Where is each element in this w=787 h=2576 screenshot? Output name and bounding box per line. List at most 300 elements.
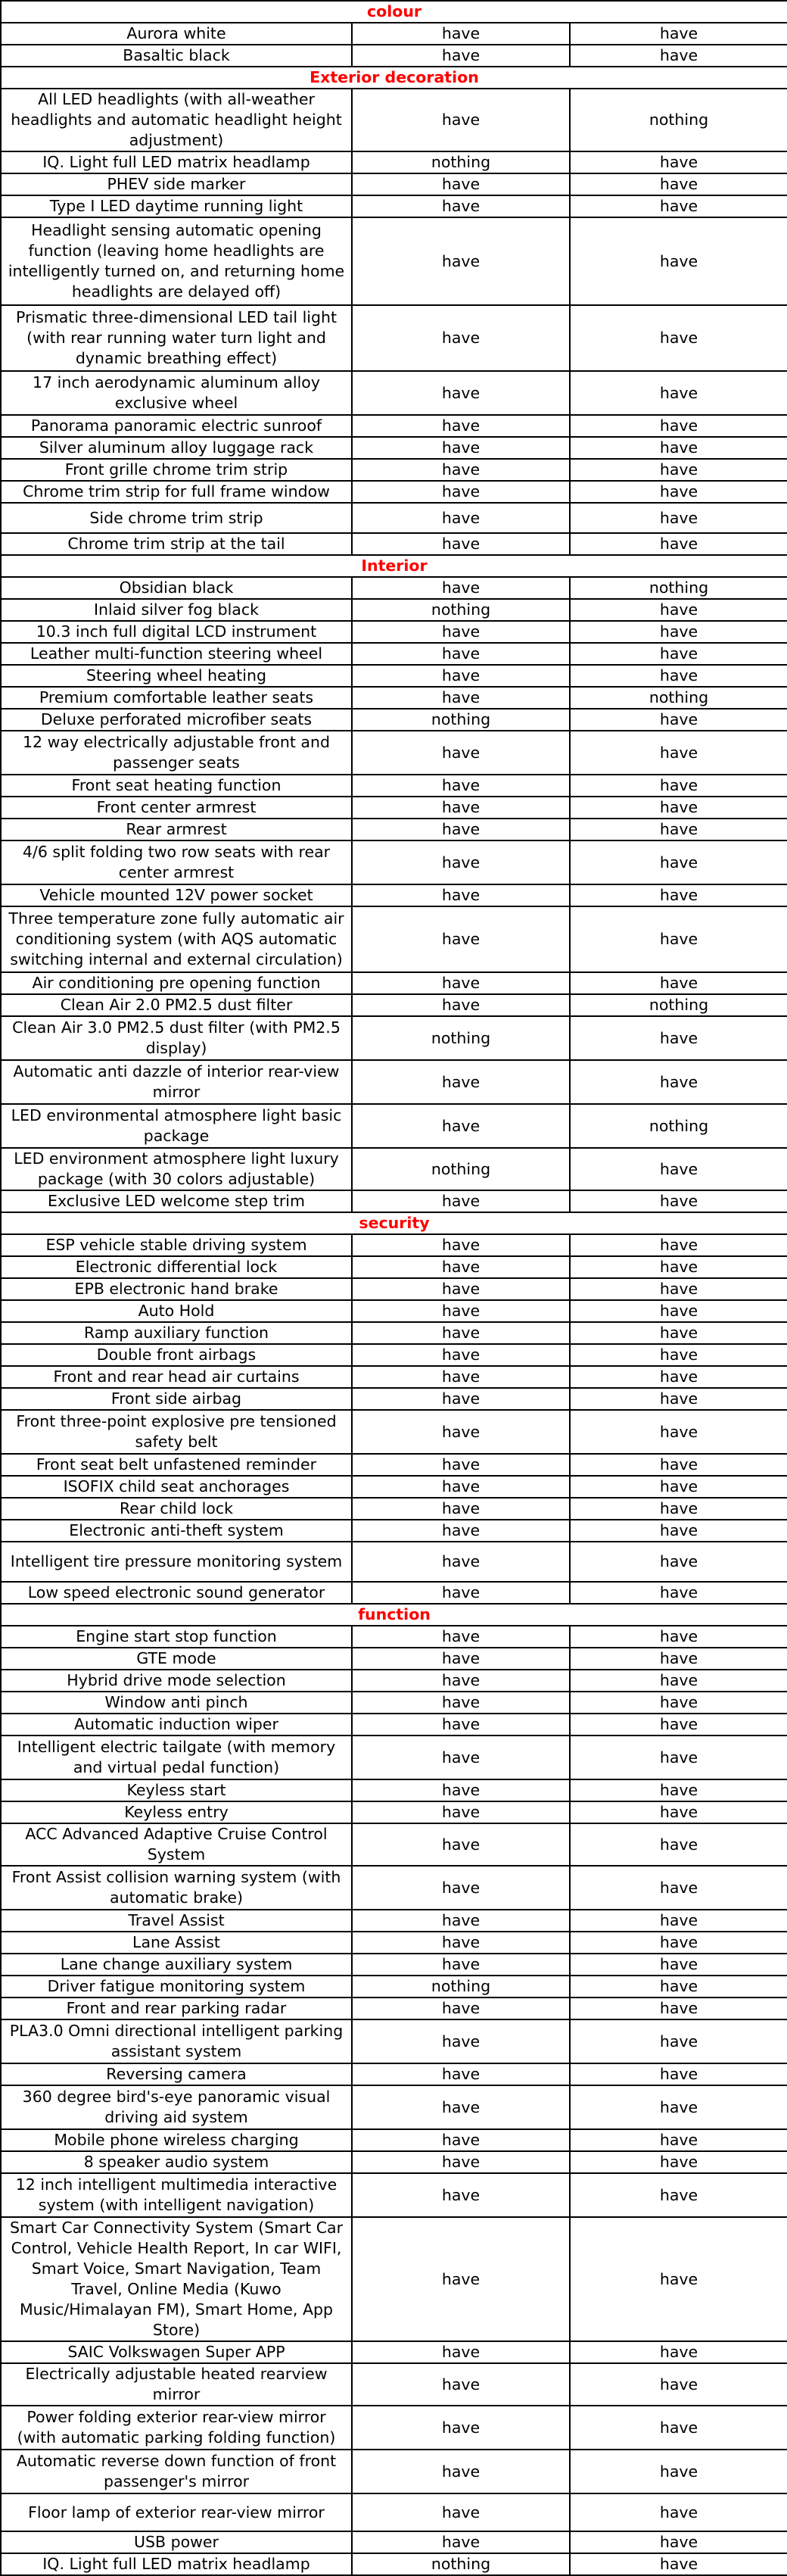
trim-2-cell: have [570,2363,787,2406]
trim-2-cell: have [570,2450,787,2493]
feature-cell: Front three-point explosive pre tensioned safety belt [1,1410,352,1454]
feature-cell: Front seat heating function [1,775,352,797]
table-row [1,2151,787,2173]
trim-1-cell: have [352,533,570,555]
table-row [1,1866,787,1910]
trim-2-cell: have [570,195,787,217]
table-row [1,731,787,775]
trim-1-cell: have [352,437,570,459]
trim-1-cell: nothing [352,709,570,731]
table-row [1,1410,787,1454]
trim-1-cell: have [352,1670,570,1692]
feature-cell: Chrome trim strip at the tail [1,533,352,555]
trim-1-cell: have [352,665,570,687]
trim-2-cell: have [570,151,787,173]
trim-1-cell: have [352,2019,570,2063]
table-row [1,775,787,797]
table-row [1,1910,787,1932]
trim-2-cell: have [570,2553,787,2575]
feature-cell: Auto Hold [1,1300,352,1322]
feature-cell: Lane change auxiliary system [1,1954,352,1976]
feature-cell: Double front airbags [1,1344,352,1366]
trim-2-cell: have [570,884,787,906]
trim-2-cell: have [570,1714,787,1736]
feature-cell: Driver fatigue monitoring system [1,1976,352,1997]
trim-1-cell: have [352,481,570,503]
feature-cell: Headlight sensing automatic opening function (leaving home headlights are intelligently turned on, and returning home headlights are delayed off) [1,217,352,305]
trim-2-cell: have [570,415,787,437]
table-row [1,2129,787,2151]
trim-2-cell: have [570,2493,787,2531]
trim-2-cell: have [570,1344,787,1366]
feature-cell: 360 degree bird's-eye panoramic visual driving aid system [1,2085,352,2129]
table-row [1,2553,787,2575]
feature-cell: Premium comfortable leather seats [1,687,352,709]
feature-cell: ESP vehicle stable driving system [1,1234,352,1256]
table-row [1,1976,787,1997]
feature-cell: 17 inch aerodynamic aluminum alloy exclusive wheel [1,371,352,415]
feature-cell: Front and rear head air curtains [1,1366,352,1388]
feature-cell: Electronic anti-theft system [1,1520,352,1542]
trim-1-cell: have [352,2063,570,2085]
table-row [1,305,787,371]
trim-1-cell: have [352,2341,570,2363]
trim-1-cell: have [352,1648,570,1670]
trim-1-cell: have [352,994,570,1016]
trim-2-cell: have [570,1997,787,2019]
trim-1-cell: have [352,2085,570,2129]
feature-cell: USB power [1,2531,352,2553]
trim-2-cell: have [570,621,787,643]
spec-table-body [1,1,787,2575]
feature-cell: EPB electronic hand brake [1,1278,352,1300]
trim-1-cell: have [352,1801,570,1823]
table-row [1,371,787,415]
feature-cell: Prismatic three-dimensional LED tail light (with rear running water turn light and dynamic breathing effect) [1,305,352,371]
trim-2-cell: have [570,1801,787,1823]
feature-cell: Vehicle mounted 12V power socket [1,884,352,906]
trim-2-cell: have [570,2173,787,2217]
trim-1-cell: have [352,2363,570,2406]
feature-cell: 12 way electrically adjustable front and passenger seats [1,731,352,775]
trim-1-cell: have [352,1278,570,1300]
feature-cell: Leather multi-function steering wheel [1,643,352,665]
trim-2-cell: have [570,1779,787,1801]
feature-cell: Air conditioning pre opening function [1,972,352,994]
feature-cell: PHEV side marker [1,173,352,195]
feature-cell: 4/6 split folding two row seats with rear center armrest [1,840,352,884]
trim-1-cell: nothing [352,599,570,621]
trim-1-cell: have [352,2129,570,2151]
trim-1-cell: have [352,2450,570,2493]
trim-1-cell: have [352,621,570,643]
feature-cell: All LED headlights (with all-weather headlights and automatic headlight height adjustment) [1,89,352,151]
feature-cell: IQ. Light full LED matrix headlamp [1,2553,352,2575]
trim-2-cell: have [570,1626,787,1648]
table-row [1,89,787,151]
trim-1-cell: nothing [352,2553,570,2575]
feature-cell: ACC Advanced Adaptive Cruise Control System [1,1823,352,1866]
trim-2-cell: have [570,1932,787,1954]
table-row [1,1278,787,1300]
trim-1-cell: have [352,1997,570,2019]
feature-cell: Window anti pinch [1,1692,352,1714]
table-row [1,2217,787,2341]
trim-2-cell: have [570,1388,787,1410]
trim-2-cell: have [570,533,787,555]
feature-cell: Rear armrest [1,819,352,840]
table-row [1,1692,787,1714]
trim-1-cell: have [352,1582,570,1604]
feature-cell: Front and rear parking radar [1,1997,352,2019]
table-row [1,1542,787,1582]
trim-1-cell: have [352,2493,570,2531]
trim-2-cell: have [570,1016,787,1060]
section-title: colour [1,1,787,23]
trim-1-cell: have [352,415,570,437]
trim-1-cell: have [352,1300,570,1322]
table-row [1,1476,787,1498]
trim-2-cell: have [570,1234,787,1256]
feature-cell: LED environmental atmosphere light basic package [1,1104,352,1148]
feature-cell: Floor lamp of exterior rear-view mirror [1,2493,352,2531]
trim-1-cell: have [352,1714,570,1736]
trim-2-cell: have [570,1256,787,1278]
feature-cell: 10.3 inch full digital LCD instrument [1,621,352,643]
trim-1-cell: have [352,1520,570,1542]
trim-1-cell: have [352,1498,570,1520]
table-row [1,1932,787,1954]
feature-cell: Side chrome trim strip [1,503,352,533]
table-row [1,437,787,459]
trim-1-cell: have [352,23,570,45]
trim-1-cell: have [352,1736,570,1779]
table-row [1,1648,787,1670]
feature-cell: Keyless entry [1,1801,352,1823]
feature-cell: Rear child lock [1,1498,352,1520]
table-row [1,2493,787,2531]
feature-cell: Reversing camera [1,2063,352,2085]
section-header-row [1,1604,787,1626]
feature-cell: 12 inch intelligent multimedia interactive system (with intelligent navigation) [1,2173,352,2217]
trim-1-cell: have [352,2173,570,2217]
trim-1-cell: nothing [352,1976,570,1997]
trim-2-cell: have [570,1976,787,1997]
trim-1-cell: have [352,1954,570,1976]
feature-cell: Front Assist collision warning system (with automatic brake) [1,1866,352,1910]
table-row [1,1582,787,1604]
table-row [1,2019,787,2063]
trim-1-cell: have [352,1866,570,1910]
table-row [1,1520,787,1542]
trim-2-cell: have [570,437,787,459]
trim-2-cell: have [570,1454,787,1476]
trim-1-cell: nothing [352,1148,570,1190]
trim-2-cell: have [570,1542,787,1582]
section-title: function [1,1604,787,1626]
feature-cell: Lane Assist [1,1932,352,1954]
table-row [1,1954,787,1976]
feature-cell: Deluxe perforated microfiber seats [1,709,352,731]
trim-1-cell: have [352,2217,570,2341]
feature-cell: Ramp auxiliary function [1,1322,352,1344]
table-row [1,1234,787,1256]
feature-cell: PLA3.0 Omni directional intelligent parking assistant system [1,2019,352,2063]
table-row [1,1801,787,1823]
trim-1-cell: nothing [352,1016,570,1060]
table-row [1,2341,787,2363]
trim-2-cell: have [570,2406,787,2450]
feature-cell: Power folding exterior rear-view mirror (with automatic parking folding function) [1,2406,352,2450]
table-row [1,173,787,195]
trim-2-cell: have [570,731,787,775]
table-row [1,1190,787,1212]
feature-cell: Travel Assist [1,1910,352,1932]
trim-1-cell: have [352,2406,570,2450]
trim-1-cell: have [352,687,570,709]
table-row [1,2363,787,2406]
trim-2-cell: have [570,1190,787,1212]
section-header-row [1,67,787,89]
trim-2-cell: have [570,1278,787,1300]
table-row [1,1498,787,1520]
table-row [1,1823,787,1866]
feature-cell: Low speed electronic sound generator [1,1582,352,1604]
feature-cell: Electrically adjustable heated rearview mirror [1,2363,352,2406]
section-header-row [1,555,787,577]
feature-cell: ISOFIX child seat anchorages [1,1476,352,1498]
trim-1-cell: have [352,45,570,67]
trim-1-cell: have [352,1410,570,1454]
trim-2-cell: have [570,972,787,994]
trim-2-cell: have [570,643,787,665]
feature-cell: Clean Air 3.0 PM2.5 dust filter (with PM2.5 display) [1,1016,352,1060]
trim-1-cell: have [352,1626,570,1648]
table-row [1,1148,787,1190]
table-row [1,1736,787,1779]
trim-1-cell: have [352,1932,570,1954]
trim-1-cell: have [352,1060,570,1104]
table-row [1,1016,787,1060]
feature-cell: IQ. Light full LED matrix headlamp [1,151,352,173]
table-row [1,972,787,994]
table-row [1,2450,787,2493]
feature-cell: Clean Air 2.0 PM2.5 dust filter [1,994,352,1016]
table-row [1,1300,787,1322]
feature-cell: Basaltic black [1,45,352,67]
trim-1-cell: have [352,577,570,599]
trim-2-cell: have [570,1866,787,1910]
trim-2-cell: have [570,709,787,731]
trim-2-cell: have [570,1498,787,1520]
table-row [1,599,787,621]
trim-2-cell: have [570,371,787,415]
table-row [1,819,787,840]
feature-cell: Silver aluminum alloy luggage rack [1,437,352,459]
section-header-row [1,1,787,23]
table-row [1,577,787,599]
trim-1-cell: have [352,643,570,665]
trim-2-cell: have [570,599,787,621]
trim-2-cell: have [570,45,787,67]
trim-2-cell: have [570,2531,787,2553]
section-title: Interior [1,555,787,577]
table-row [1,1779,787,1801]
table-row [1,195,787,217]
table-row [1,1322,787,1344]
trim-1-cell: have [352,1542,570,1582]
trim-1-cell: have [352,1322,570,1344]
trim-2-cell: have [570,2129,787,2151]
trim-1-cell: have [352,2531,570,2553]
feature-cell: LED environment atmosphere light luxury package (with 30 colors adjustable) [1,1148,352,1190]
trim-2-cell: have [570,775,787,797]
trim-2-cell: have [570,1910,787,1932]
trim-2-cell: have [570,23,787,45]
trim-2-cell: have [570,797,787,819]
feature-cell: Smart Car Connectivity System (Smart Car Control, Vehicle Health Report, In car WIFI, Smart Voice, Smart Navigation, Team Travel, Online Media (Kuwo Music/Himalayan FM), Smart Home, App Store) [1,2217,352,2341]
table-row [1,151,787,173]
trim-2-cell: have [570,2151,787,2173]
trim-1-cell: have [352,217,570,305]
trim-1-cell: have [352,731,570,775]
trim-1-cell: have [352,1454,570,1476]
trim-1-cell: have [352,797,570,819]
trim-1-cell: have [352,1476,570,1498]
trim-2-cell: have [570,1954,787,1976]
trim-1-cell: have [352,1366,570,1388]
trim-1-cell: have [352,371,570,415]
table-row [1,1256,787,1278]
trim-1-cell: have [352,1344,570,1366]
table-row [1,533,787,555]
trim-2-cell: have [570,217,787,305]
feature-cell: Inlaid silver fog black [1,599,352,621]
table-row [1,1344,787,1366]
trim-1-cell: have [352,840,570,884]
trim-2-cell: nothing [570,577,787,599]
trim-1-cell: have [352,459,570,481]
feature-cell: Automatic reverse down function of front passenger's mirror [1,2450,352,2493]
trim-1-cell: nothing [352,151,570,173]
feature-cell: Automatic anti dazzle of interior rear-view mirror [1,1060,352,1104]
table-row [1,23,787,45]
trim-1-cell: have [352,1692,570,1714]
trim-1-cell: have [352,1234,570,1256]
feature-cell: Hybrid drive mode selection [1,1670,352,1692]
trim-2-cell: have [570,2085,787,2129]
table-row [1,687,787,709]
table-row [1,1366,787,1388]
trim-2-cell: nothing [570,1104,787,1148]
table-row [1,1670,787,1692]
trim-2-cell: have [570,1322,787,1344]
trim-1-cell: have [352,1388,570,1410]
table-row [1,481,787,503]
trim-2-cell: have [570,1366,787,1388]
trim-2-cell: have [570,1476,787,1498]
trim-2-cell: have [570,173,787,195]
feature-cell: SAIC Volkswagen Super APP [1,2341,352,2363]
feature-cell: 8 speaker audio system [1,2151,352,2173]
feature-cell: Front seat belt unfastened reminder [1,1454,352,1476]
feature-cell: Front grille chrome trim strip [1,459,352,481]
table-row [1,994,787,1016]
trim-2-cell: have [570,2341,787,2363]
table-row [1,2406,787,2450]
feature-cell: GTE mode [1,1648,352,1670]
trim-2-cell: have [570,1692,787,1714]
table-row [1,1060,787,1104]
section-title: Exterior decoration [1,67,787,89]
table-row [1,1104,787,1148]
trim-1-cell: have [352,1256,570,1278]
feature-cell: Chrome trim strip for full frame window [1,481,352,503]
table-row [1,45,787,67]
trim-1-cell: have [352,1190,570,1212]
trim-2-cell: have [570,1300,787,1322]
feature-cell: Front side airbag [1,1388,352,1410]
feature-cell: Intelligent electric tailgate (with memory and virtual pedal function) [1,1736,352,1779]
feature-cell: Three temperature zone fully automatic air conditioning system (with AQS automatic switching internal and external circulation) [1,906,352,972]
feature-cell: Keyless start [1,1779,352,1801]
section-title: security [1,1212,787,1234]
trim-2-cell: have [570,1736,787,1779]
trim-1-cell: have [352,1823,570,1866]
trim-1-cell: have [352,1910,570,1932]
table-row [1,643,787,665]
trim-2-cell: have [570,481,787,503]
trim-2-cell: have [570,1148,787,1190]
table-row [1,840,787,884]
trim-2-cell: have [570,1823,787,1866]
trim-1-cell: have [352,503,570,533]
section-header-row [1,1212,787,1234]
feature-cell: Front center armrest [1,797,352,819]
table-row [1,1997,787,2019]
trim-2-cell: have [570,2063,787,2085]
feature-cell: Panorama panoramic electric sunroof [1,415,352,437]
feature-cell: Mobile phone wireless charging [1,2129,352,2151]
trim-1-cell: have [352,2151,570,2173]
table-row [1,217,787,305]
trim-2-cell: have [570,459,787,481]
trim-1-cell: have [352,89,570,151]
table-row [1,884,787,906]
feature-cell: Obsidian black [1,577,352,599]
trim-2-cell: have [570,1410,787,1454]
feature-cell: Electronic differential lock [1,1256,352,1278]
feature-cell: Intelligent tire pressure monitoring system [1,1542,352,1582]
table-row [1,2531,787,2553]
feature-cell: Engine start stop function [1,1626,352,1648]
trim-2-cell: nothing [570,687,787,709]
trim-1-cell: have [352,305,570,371]
trim-2-cell: have [570,1520,787,1542]
trim-2-cell: have [570,305,787,371]
table-row [1,797,787,819]
trim-1-cell: have [352,1104,570,1148]
table-row [1,2173,787,2217]
table-row [1,1454,787,1476]
trim-1-cell: have [352,195,570,217]
table-row [1,2085,787,2129]
table-row [1,2063,787,2085]
feature-cell: Type I LED daytime running light [1,195,352,217]
table-row [1,621,787,643]
trim-2-cell: have [570,2019,787,2063]
trim-1-cell: have [352,173,570,195]
